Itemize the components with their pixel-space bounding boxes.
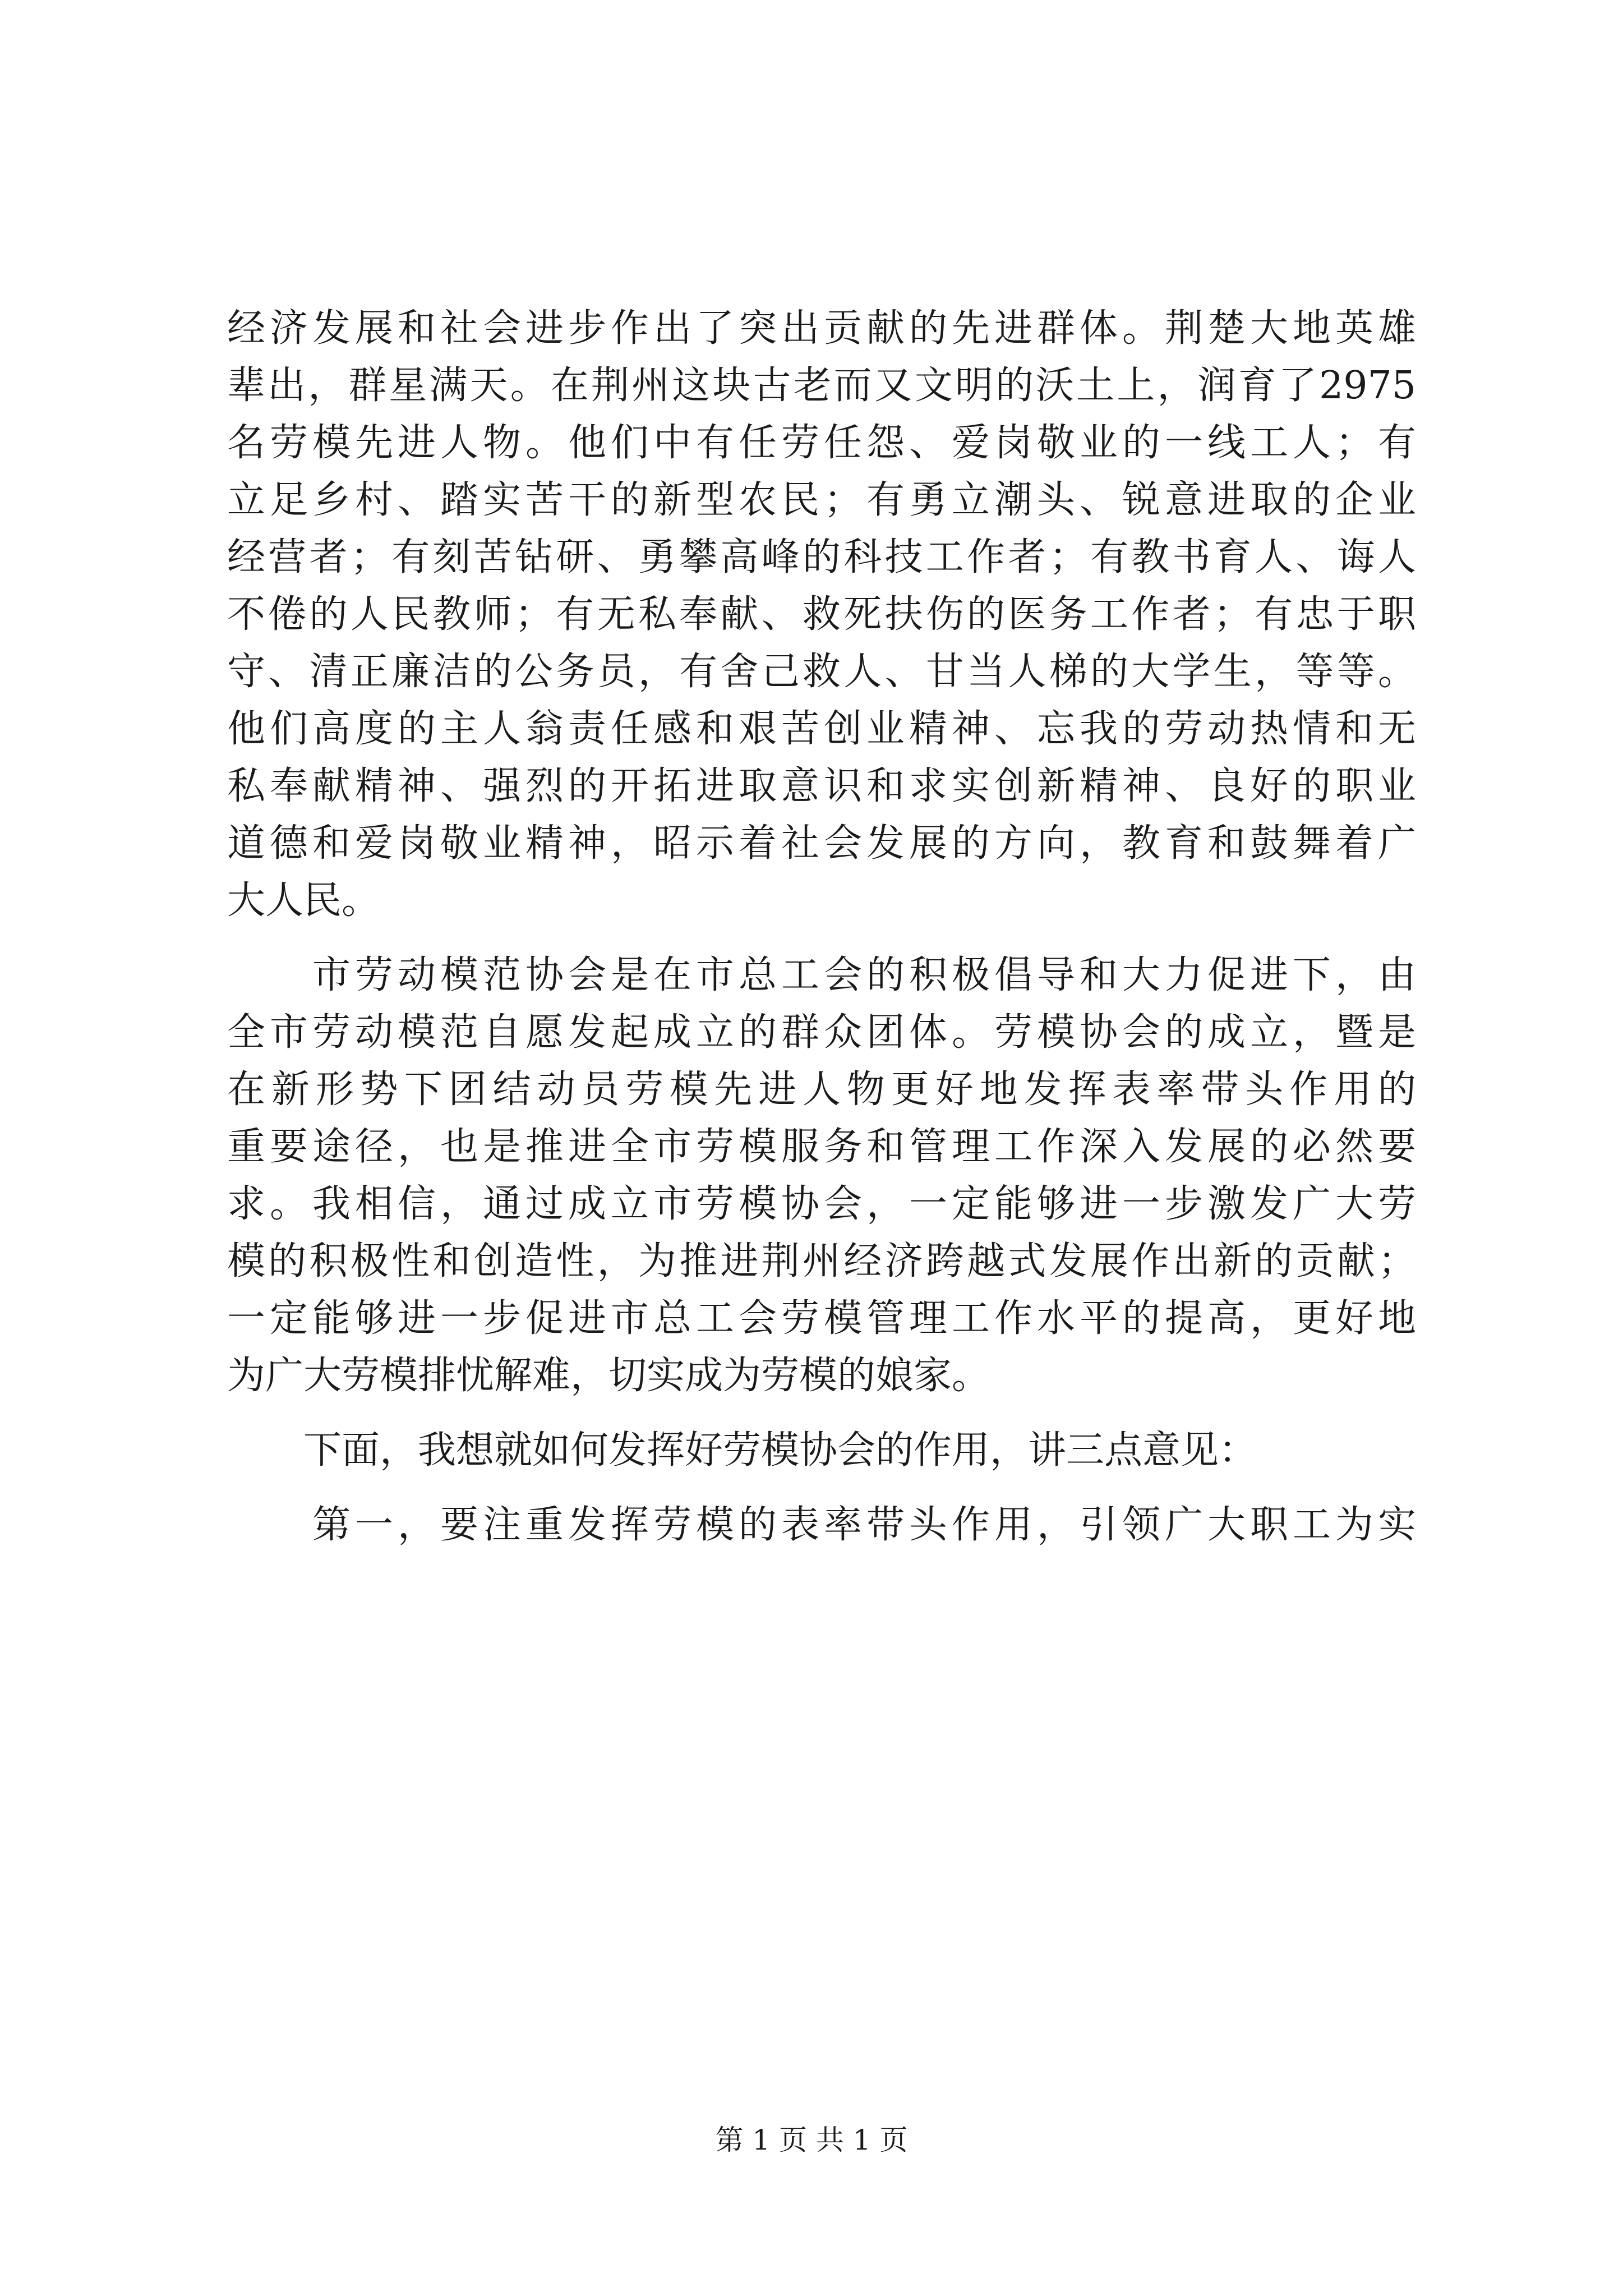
text-line: 辈出，群星满天。在荆州这块古老而又文明的沃土上，润育了2975 [227,364,1416,408]
page-number-label: 第 1 页 共 1 页 [715,2124,908,2156]
text-line: 重要途径，也是推进全市劳模服务和管理工作深入发展的必然要 [227,1125,1416,1169]
text-line: 下面，我想就如何发挥好劳模协会的作用，讲三点意见： [227,1428,1257,1473]
text-line: 在新形势下团结动员劳模先进人物更好地发挥表率带头作用的 [227,1068,1416,1112]
paragraph-spacing [227,1405,1416,1422]
text-line: 一定能够进一步促进市总工会劳模管理工作水平的提高，更好地 [227,1296,1416,1341]
page-footer [0,2123,1623,2157]
text-line: 全市劳动模范自愿发起成立的群众团体。劳模协会的成立，暨是 [227,1010,1416,1055]
text-line: 经营者；有刻苦钻研、勇攀高峰的科技工作者；有教书育人、诲人 [227,535,1416,579]
text-line: 道德和爱岗敬业精神，昭示着社会发展的方向，教育和鼓舞着广 [227,821,1416,866]
text-line: 不倦的人民教师；有无私奉献、救死扶伤的医务工作者；有忠于职 [227,592,1416,637]
paragraph-spacing [227,930,1416,947]
paragraph-1 [227,300,1416,930]
document-body [227,300,1416,1554]
text-line: 立足乡村、踏实苦干的新型农民；有勇立潮头、锐意进取的企业 [227,478,1416,522]
text-line: 为广大劳模排忧解难，切实成为劳模的娘家。 [227,1354,990,1398]
text-line: 大人民。 [227,878,380,923]
paragraph-3 [227,1422,1416,1479]
paragraph-2 [227,947,1416,1405]
text-line: 私奉献精神、强烈的开拓进取意识和求实创新精神、良好的职业 [227,764,1416,808]
text-line: 经济发展和社会进步作出了突出贡献的先进群体。荆楚大地英雄 [227,306,1416,351]
text-line: 他们高度的主人翁责任感和艰苦创业精神、忘我的劳动热情和无 [227,707,1416,751]
paragraph-4 [227,1497,1416,1554]
text-line: 求。我相信，通过成立市劳模协会，一定能够进一步激发广大劳 [227,1182,1416,1226]
text-line: 第一，要注重发挥劳模的表率带头作用，引领广大职工为实 [227,1503,1416,1547]
text-line: 守、清正廉洁的公务员，有舍己救人、甘当人梯的大学生，等等。 [227,650,1416,694]
text-line: 名劳模先进人物。他们中有任劳任怨、爱岗敬业的一线工人；有 [227,421,1416,465]
paragraph-spacing [227,1479,1416,1497]
text-line: 模的积极性和创造性，为推进荆州经济跨越式发展作出新的贡献； [227,1239,1416,1283]
text-line: 市劳动模范协会是在市总工会的积极倡导和大力促进下，由 [227,953,1416,997]
